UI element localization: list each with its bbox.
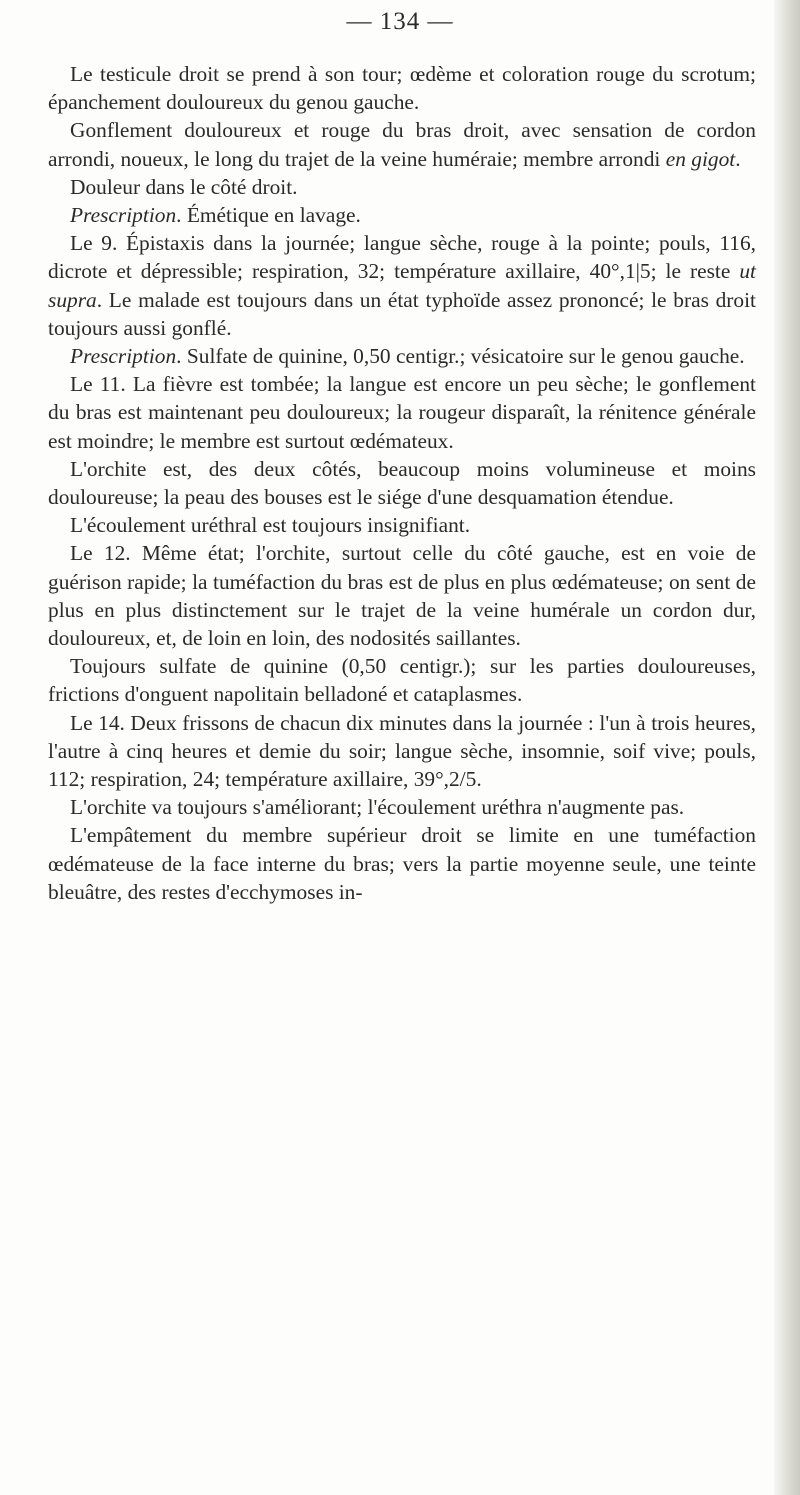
- page-number-header: — 134 —: [346, 8, 454, 35]
- paragraph-prescription-2: [48, 342, 756, 370]
- paragraph-le-9: [48, 229, 756, 342]
- paragraph-orchite-2: L'orchite va toujours s'améliorant; l'écoulement uréthra n'augmente pas.: [70, 795, 685, 820]
- paragraph-prescription-1: [48, 201, 756, 229]
- italic-run: ut supra: [48, 259, 756, 312]
- paragraph-le-12: Le 12. Même état; l'orchite, surtout celle du côté gauche, est en voie de guérison rapide; la tuméfaction du bras est de plus en plus œdémateuse; on sent de plus en plus distinctement sur le trajet de la veine humérale un cordon dur, douloureux, et, de loin en loin, des nodosités saillantes.: [48, 541, 756, 651]
- text-run: Gonflement douloureux et rouge du bras droit, avec sensation de cordon arrondi, noueux, le long du trajet de la veine huméraie; membre arrondi: [48, 118, 756, 171]
- paragraph-douleur: Douleur dans le côté droit.: [70, 174, 298, 199]
- text-run: Le 9. Épistaxis dans la journée; langue sèche, rouge à la pointe; pouls, 116, dicrote et dépressible; respiration, 32; température axillaire, 40°,1|5; le reste: [48, 231, 756, 284]
- page-edge-shadow: [774, 0, 800, 1495]
- paragraph-gonflement: [48, 116, 756, 172]
- italic-run: Prescription: [70, 344, 177, 369]
- paragraph-le-14: Le 14. Deux frissons de chacun dix minutes dans la journée : l'un à trois heures, l'autre à cinq heures et demie du soir; langue sèche, insomnie, soif vive; pouls, 112; respiration, 24; température axillaire, 39°,2/5.: [48, 710, 756, 792]
- italic-run: Prescription: [70, 203, 177, 228]
- text-run: .: [735, 146, 741, 171]
- text-run: . Sulfate de quinine, 0,50 centigr.; vésicatoire sur le genou gauche.: [176, 344, 745, 369]
- paragraph-sulfate: Toujours sulfate de quinine (0,50 centigr.); sur les parties douloureuses, frictions d'onguent napolitain belladoné et cataplasmes.: [48, 654, 756, 707]
- paragraph-orchite-1: L'orchite est, des deux côtés, beaucoup moins volumineuse et moins douloureuse; la peau des bouses est le siége d'une desquamation étendue.: [48, 456, 756, 510]
- paragraph-testicule: Le testicule droit se prend à son tour; œdème et coloration rouge du scrotum; épanchement douloureux du genou gauche.: [48, 62, 756, 115]
- body-text: [48, 60, 756, 906]
- text-run: . Émétique en lavage.: [176, 203, 361, 228]
- paragraph-ecoulement-1: L'écoulement uréthral est toujours insignifiant.: [70, 513, 471, 538]
- paragraph-empatement: L'empâtement du membre supérieur droit se limite en une tuméfaction œdémateuse de la face interne du bras; vers la partie moyenne seule, une teinte bleuâtre, des restes d'ecchymoses in-: [48, 823, 756, 904]
- text-run: . Le malade est toujours dans un état typhoïde assez prononcé; le bras droit toujours aussi gonflé.: [48, 287, 756, 340]
- italic-run: en gigot: [665, 146, 736, 171]
- paragraph-le-11: Le 11. La fièvre est tombée; la langue est encore un peu sèche; le gonflement du bras est maintenant peu douloureux; la rougeur disparaît, la rénitence générale est moindre; le membre est surtout œdémateux.: [48, 372, 756, 453]
